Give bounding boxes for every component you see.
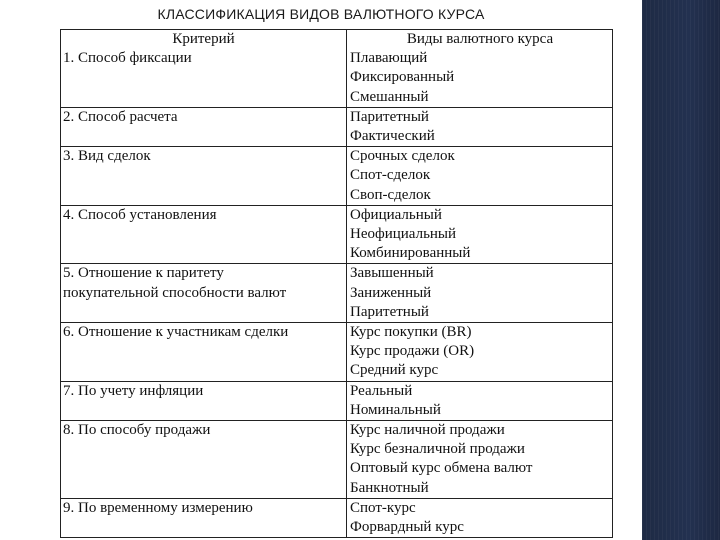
kinds-cell: [347, 147, 613, 206]
kind-item: Паритетный: [350, 303, 429, 320]
kind-item: Смешанный: [350, 88, 429, 105]
kind-item: Срочных сделок: [350, 148, 455, 165]
kind-item: Фактический: [350, 128, 435, 145]
criterion-cell: [61, 323, 347, 382]
kind-item: Неофициальный: [350, 226, 457, 243]
header-criterion: Критерий: [172, 31, 235, 47]
table-row: [61, 264, 613, 323]
decorative-sidebar: [642, 0, 720, 540]
criterion-text: покупательной способности валют: [63, 284, 287, 301]
table-row: [61, 30, 613, 108]
kind-item: Средний курс: [350, 362, 439, 379]
kind-item: Фиксированный: [350, 69, 455, 86]
kind-item: Курс безналичной продажи: [350, 441, 525, 458]
kinds-cell: [347, 107, 613, 146]
criterion-cell: [61, 147, 347, 206]
kinds-cell: [347, 323, 613, 382]
table-row: [61, 421, 613, 499]
table-row: [61, 323, 613, 382]
criterion-cell: [61, 205, 347, 264]
table-row: [61, 107, 613, 146]
kind-item: Паритетный: [350, 108, 429, 125]
criterion-cell: [61, 421, 347, 499]
kinds-cell: [347, 205, 613, 264]
kind-item: Курс продажи (OR): [350, 343, 475, 360]
kind-item: Плавающий: [350, 50, 428, 67]
criterion-text: 4. Способ установления: [63, 206, 217, 223]
kinds-cell: [347, 381, 613, 420]
kind-item: Завышенный: [350, 265, 434, 282]
criterion-text: 1. Способ фиксации: [63, 50, 192, 67]
kind-item: Форвардный курс: [350, 519, 464, 536]
kind-item: Курс покупки (BR): [350, 324, 472, 341]
criterion-cell: [61, 498, 347, 537]
kind-item: Банкнотный: [350, 479, 429, 496]
criterion-text: 7. По учету инфляции: [63, 382, 204, 399]
kind-item: Спот-сделок: [350, 167, 431, 184]
kind-item: Спот-курс: [350, 499, 416, 516]
criterion-text: 5. Отношение к паритету: [63, 265, 224, 282]
criterion-text: 8. По способу продажи: [63, 422, 211, 439]
kind-item: Заниженный: [350, 284, 432, 301]
criterion-cell: [61, 30, 347, 108]
kind-item: Официальный: [350, 206, 442, 223]
criterion-text: 9. По временному измерению: [63, 499, 253, 516]
header-kinds: Виды валютного курса: [406, 31, 554, 47]
table-row: [61, 498, 613, 537]
kind-item: Своп-сделок: [350, 186, 431, 203]
table-body: [61, 30, 613, 538]
kind-item: Комбинированный: [350, 245, 471, 262]
kind-item: Реальный: [350, 382, 413, 399]
criterion-text: 6. Отношение к участникам сделки: [63, 324, 289, 341]
criterion-cell: [61, 381, 347, 420]
kinds-cell: [347, 264, 613, 323]
kinds-cell: [347, 498, 613, 537]
criterion-text: 2. Способ расчета: [63, 108, 178, 125]
kinds-cell: [347, 421, 613, 499]
table-row: [61, 381, 613, 420]
classification-table: [60, 29, 613, 538]
kind-item: Оптовый курс обмена валют: [350, 460, 533, 477]
criterion-cell: [61, 264, 347, 323]
criterion-text: 3. Вид сделок: [63, 148, 151, 165]
criterion-cell: [61, 107, 347, 146]
kinds-cell: [347, 30, 613, 108]
kind-item: Курс наличной продажи: [350, 422, 505, 439]
kind-item: Номинальный: [350, 401, 441, 418]
slide-title: КЛАССИФИКАЦИЯ ВИДОВ ВАЛЮТНОГО КУРСА: [157, 6, 485, 22]
table-row: [61, 147, 613, 206]
table-row: [61, 205, 613, 264]
